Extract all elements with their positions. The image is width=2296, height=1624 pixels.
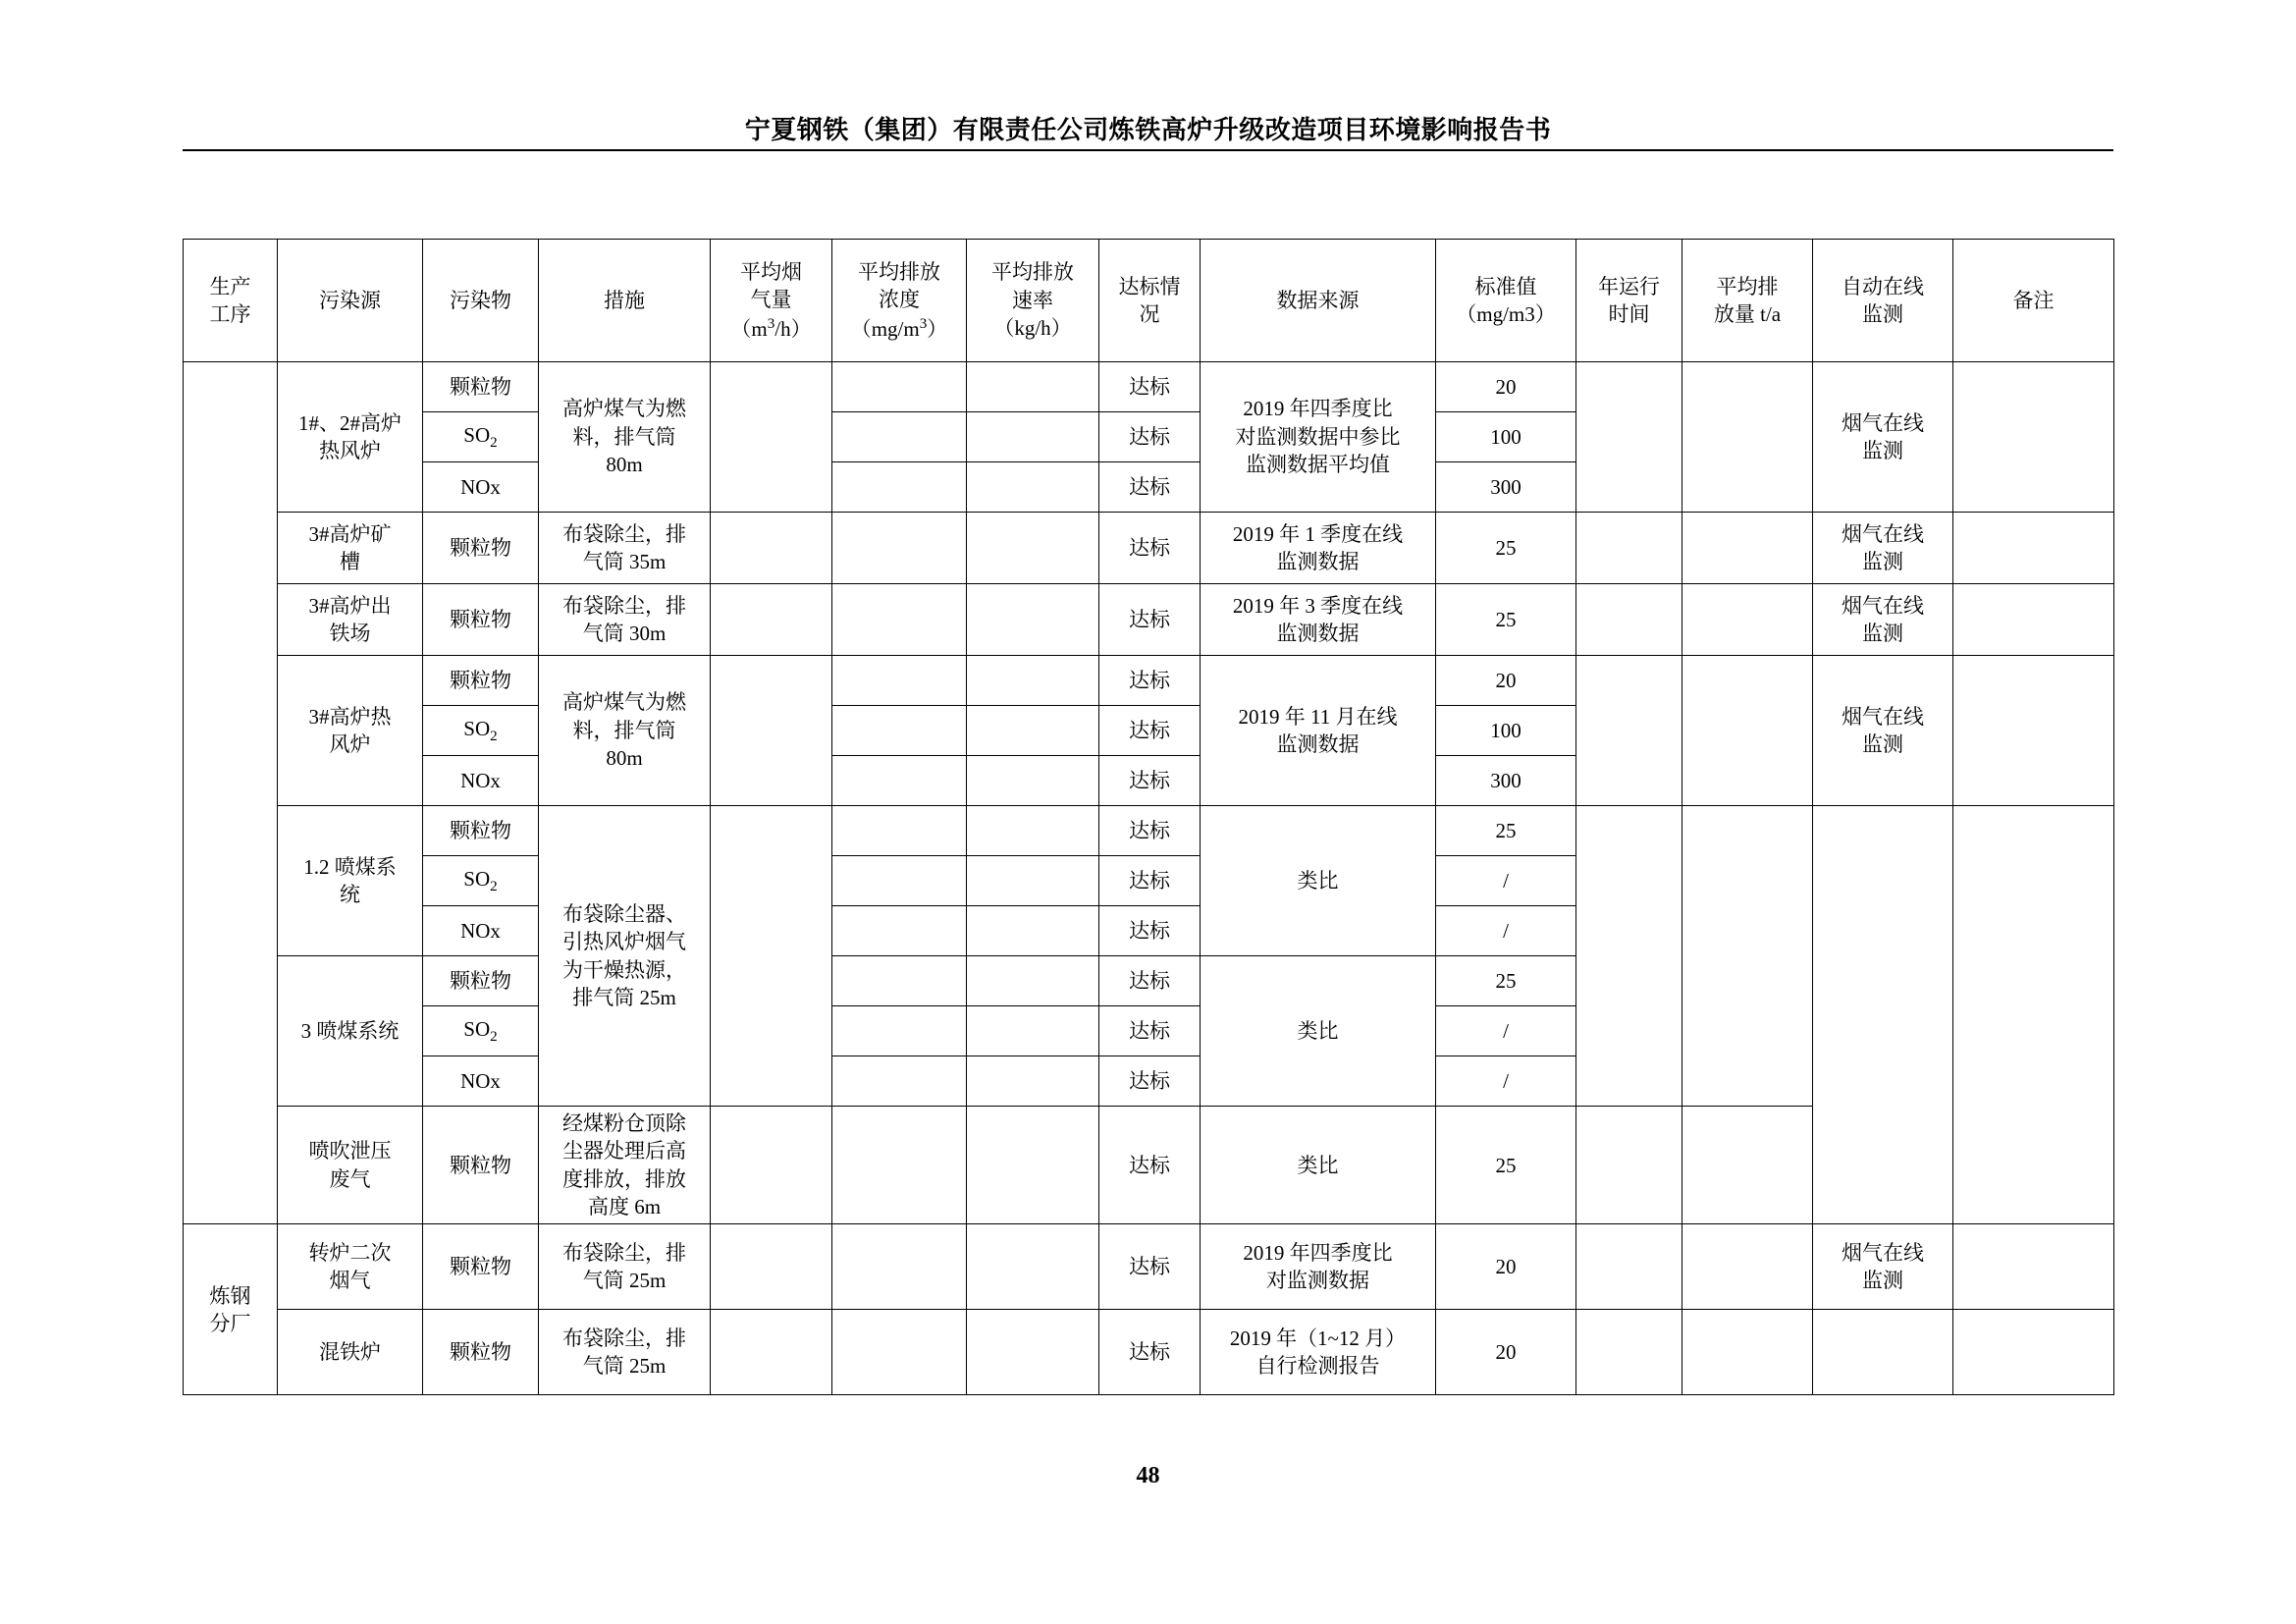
- th-data-source: 数据来源: [1201, 240, 1436, 362]
- th-standard-line2: （mg/m3）: [1456, 302, 1556, 326]
- avg-rate-cell: [967, 513, 1099, 584]
- measure-cell: [539, 1107, 711, 1224]
- standard-cell: 20: [1436, 656, 1576, 706]
- remark-cell: [1953, 362, 2114, 513]
- avg-rate-cell: [967, 656, 1099, 706]
- pollutant-cell: $SO_2$: [423, 1006, 539, 1056]
- remark-cell: [1953, 584, 2114, 656]
- th-standard-line1: 标准值: [1474, 274, 1537, 298]
- source-cell: [278, 584, 423, 656]
- online-cell: [1813, 1310, 1953, 1395]
- avg-conc-cell: [832, 1224, 967, 1310]
- online-line2: 监测: [1862, 732, 1903, 756]
- th-avg-gas-unit: $(m^3/h)$: [730, 315, 812, 341]
- avg-rate-cell: [967, 462, 1099, 513]
- th-source: 污染源: [278, 240, 423, 362]
- standard-cell: 25: [1436, 806, 1576, 856]
- avg-rate-cell: [967, 362, 1099, 412]
- online-line1: 烟气在线: [1842, 1241, 1924, 1266]
- data-source-cell: [1201, 584, 1436, 656]
- standard-cell: /: [1436, 906, 1576, 956]
- source-cell: [278, 656, 423, 806]
- th-runtime-line1: 年运行: [1598, 274, 1660, 298]
- page-number: 48: [1136, 1463, 1160, 1489]
- standard-cell: 100: [1436, 706, 1576, 756]
- source-line2: 统: [340, 883, 360, 906]
- source-line1: 3#高炉热: [308, 704, 392, 729]
- standard-cell: 20: [1436, 1224, 1576, 1310]
- runtime-cell: [1576, 1310, 1682, 1395]
- emission-cell: [1682, 1107, 1813, 1224]
- avg-rate-cell: [967, 412, 1099, 462]
- compliance-cell: 达标: [1099, 584, 1201, 656]
- source-line2: 废气: [329, 1166, 371, 1191]
- pollutant-cell: NOx: [423, 462, 539, 513]
- avg-conc-cell: [832, 584, 967, 656]
- data-source-line2: 对监测数据: [1266, 1269, 1369, 1293]
- th-emission-line1: 平均排: [1716, 274, 1779, 298]
- th-process-line2: 工序: [209, 302, 251, 326]
- measure-line1: 布袋除尘，排: [562, 1241, 686, 1266]
- measure-line3: 80m: [606, 453, 643, 477]
- table-row: [184, 1310, 2114, 1395]
- source-cell: [278, 1224, 423, 1310]
- th-process: [184, 240, 278, 362]
- th-online-line2: 监测: [1862, 302, 1903, 326]
- avg-rate-cell: [967, 956, 1099, 1006]
- pollutant-cell: $SO_2$: [423, 706, 539, 756]
- remark-cell: [1953, 806, 2114, 1224]
- avg-conc-cell: [832, 1310, 967, 1395]
- pollutant-cell: NOx: [423, 906, 539, 956]
- th-online: [1813, 240, 1953, 362]
- compliance-cell: 达标: [1099, 1006, 1201, 1056]
- avg-gas-cell: [711, 513, 832, 584]
- compliance-cell: 达标: [1099, 462, 1201, 513]
- measure-line2: 引热风炉烟气: [562, 930, 686, 954]
- avg-conc-cell: [832, 1107, 967, 1224]
- pollutant-cell: 颗粒物: [423, 1107, 539, 1224]
- th-avg-gas-line2: 气量: [750, 288, 792, 312]
- pollutant-cell: 颗粒物: [423, 1310, 539, 1395]
- runtime-cell: [1576, 513, 1682, 584]
- avg-rate-cell: [967, 856, 1099, 906]
- pollutant-cell: 颗粒物: [423, 656, 539, 706]
- measure-line1: 布袋除尘，排: [562, 1326, 686, 1351]
- source-line1: 1#、2#高炉: [298, 410, 401, 435]
- avg-conc-cell: [832, 906, 967, 956]
- emission-cell: [1682, 362, 1813, 513]
- measure-line1: 布袋除尘器、: [562, 901, 686, 926]
- remark-cell: [1953, 1224, 2114, 1310]
- th-avg-rate-line1: 平均排放: [991, 260, 1074, 285]
- data-source-line1: 2019 年 3 季度在线: [1232, 593, 1404, 618]
- avg-conc-cell: [832, 1006, 967, 1056]
- th-measure: 措施: [539, 240, 711, 362]
- data-source-line2: 监测数据: [1276, 550, 1360, 573]
- avg-conc-cell: [832, 513, 967, 584]
- data-source-line2: 对监测数据中参比: [1235, 424, 1401, 449]
- measure-line1: 布袋除尘，排: [562, 593, 686, 618]
- measure-line1: 高炉煤气为燃: [562, 397, 686, 421]
- compliance-cell: 达标: [1099, 806, 1201, 856]
- th-avg-conc-line2: 浓度: [879, 288, 920, 312]
- data-source-cell: 类比: [1201, 1107, 1436, 1224]
- data-source-line2: 监测数据: [1276, 622, 1360, 645]
- avg-conc-cell: [832, 656, 967, 706]
- standard-cell: 25: [1436, 956, 1576, 1006]
- measure-cell: [539, 656, 711, 806]
- pollutant-cell: NOx: [423, 756, 539, 806]
- th-avg-conc-line1: 平均排放: [858, 259, 940, 284]
- th-process-line1: 生产: [209, 274, 251, 298]
- data-source-line3: 监测数据平均值: [1246, 453, 1390, 477]
- table-row: [184, 513, 2114, 584]
- header-divider: [183, 149, 2113, 151]
- th-avg-conc: [832, 240, 967, 362]
- pollutant-cell: 颗粒物: [423, 806, 539, 856]
- avg-conc-cell: [832, 806, 967, 856]
- source-cell: [278, 362, 423, 513]
- emission-table-container: [183, 239, 2113, 1395]
- measure-line2: 气筒 25m: [582, 1269, 667, 1293]
- emission-cell: [1682, 584, 1813, 656]
- online-cell: [1813, 584, 1953, 656]
- avg-gas-cell: [711, 656, 832, 806]
- data-source-cell: [1201, 656, 1436, 806]
- avg-gas-cell: [711, 1107, 832, 1224]
- avg-conc-cell: [832, 1056, 967, 1107]
- measure-line1: 布袋除尘，排: [562, 521, 686, 546]
- th-avg-rate-unit: （kg/h）: [993, 316, 1072, 341]
- process-line1: 炼钢: [209, 1283, 251, 1308]
- standard-cell: /: [1436, 1056, 1576, 1107]
- measure-line2: 气筒 35m: [582, 550, 667, 573]
- remark-cell: [1953, 513, 2114, 584]
- runtime-cell: [1576, 1107, 1682, 1224]
- measure-line3: 80m: [606, 746, 643, 771]
- compliance-cell: 达标: [1099, 412, 1201, 462]
- pollutant-cell: 颗粒物: [423, 362, 539, 412]
- data-source-line1: 2019 年（1~12 月）: [1229, 1326, 1407, 1351]
- runtime-cell: [1576, 656, 1682, 806]
- avg-gas-cell: [711, 584, 832, 656]
- compliance-cell: 达标: [1099, 1224, 1201, 1310]
- th-compliance-line1: 达标情: [1118, 274, 1181, 298]
- avg-conc-cell: [832, 756, 967, 806]
- page-header-title: 宁夏钢铁（集团）有限责任公司炼铁高炉升级改造项目环境影响报告书: [744, 116, 1552, 144]
- online-line2: 监测: [1862, 622, 1903, 645]
- measure-line2: 尘器处理后高: [562, 1139, 686, 1164]
- table-row: [184, 584, 2114, 656]
- source-line1: 喷吹泄压: [308, 1139, 392, 1164]
- remark-cell: [1953, 1310, 2114, 1395]
- avg-conc-cell: [832, 462, 967, 513]
- avg-rate-cell: [967, 906, 1099, 956]
- avg-conc-cell: [832, 412, 967, 462]
- online-cell: [1813, 1224, 1953, 1310]
- compliance-cell: 达标: [1099, 513, 1201, 584]
- online-line2: 监测: [1862, 1269, 1903, 1293]
- standard-cell: 20: [1436, 362, 1576, 412]
- source-line1: 转炉二次: [308, 1241, 392, 1266]
- standard-cell: 100: [1436, 412, 1576, 462]
- runtime-cell: [1576, 1224, 1682, 1310]
- pollutant-cell: $SO_2$: [423, 412, 539, 462]
- measure-cell: [539, 1224, 711, 1310]
- avg-rate-cell: [967, 806, 1099, 856]
- th-avg-conc-unit: $(mg/m^3)$: [850, 315, 948, 341]
- emission-cell: [1682, 806, 1813, 1107]
- source-cell: [278, 513, 423, 584]
- online-line1: 烟气在线: [1842, 410, 1924, 435]
- source-line1: 1.2 喷煤系: [303, 854, 397, 879]
- source-cell: [278, 806, 423, 956]
- data-source-cell: [1201, 362, 1436, 513]
- table-row: [184, 656, 2114, 706]
- avg-rate-cell: [967, 1107, 1099, 1224]
- standard-cell: 25: [1436, 584, 1576, 656]
- measure-line2: 料，排气筒: [572, 424, 676, 449]
- source-line2: 铁场: [329, 622, 371, 645]
- standard-cell: 300: [1436, 462, 1576, 513]
- emission-table: [183, 239, 2114, 1395]
- data-source-cell: [1201, 1224, 1436, 1310]
- avg-rate-cell: [967, 584, 1099, 656]
- emission-cell: [1682, 1310, 1813, 1395]
- data-source-line2: 自行检测报告: [1255, 1354, 1380, 1379]
- source-line2: 风炉: [329, 732, 371, 756]
- standard-cell: /: [1436, 856, 1576, 906]
- compliance-cell: 达标: [1099, 1056, 1201, 1107]
- standard-cell: 25: [1436, 1107, 1576, 1224]
- data-source-line1: 2019 年四季度比: [1243, 397, 1393, 421]
- standard-cell: 20: [1436, 1310, 1576, 1395]
- avg-rate-cell: [967, 1056, 1099, 1107]
- avg-conc-cell: [832, 362, 967, 412]
- measure-line3: 为干燥热源，: [562, 957, 686, 982]
- online-line2: 监测: [1862, 439, 1903, 462]
- online-cell: [1813, 806, 1953, 1224]
- compliance-cell: 达标: [1099, 756, 1201, 806]
- online-line1: 烟气在线: [1842, 593, 1924, 618]
- avg-gas-cell: [711, 1224, 832, 1310]
- measure-cell: [539, 584, 711, 656]
- avg-rate-cell: [967, 756, 1099, 806]
- pollutant-cell: $SO_2$: [423, 856, 539, 906]
- measure-line4: 排气筒 25m: [572, 985, 676, 1009]
- runtime-cell: [1576, 806, 1682, 1107]
- pollutant-cell: 颗粒物: [423, 513, 539, 584]
- measure-cell: [539, 1310, 711, 1395]
- data-source-cell: [1201, 1310, 1436, 1395]
- data-source-line1: 2019 年 11 月在线: [1238, 704, 1398, 729]
- table-row: [184, 806, 2114, 856]
- data-source-line2: 监测数据: [1276, 732, 1360, 756]
- data-source-cell: [1201, 513, 1436, 584]
- measure-line3: 度排放，排放: [562, 1166, 686, 1191]
- compliance-cell: 达标: [1099, 656, 1201, 706]
- pollutant-cell: 颗粒物: [423, 1224, 539, 1310]
- emission-cell: [1682, 656, 1813, 806]
- th-runtime: [1576, 240, 1682, 362]
- standard-cell: /: [1436, 1006, 1576, 1056]
- th-avg-gas: [711, 240, 832, 362]
- data-source-line1: 2019 年四季度比: [1243, 1241, 1393, 1266]
- th-runtime-line2: 时间: [1608, 302, 1650, 326]
- compliance-cell: 达标: [1099, 856, 1201, 906]
- th-compliance-line2: 况: [1139, 302, 1160, 326]
- online-line2: 监测: [1862, 550, 1903, 573]
- process-line2: 分厂: [209, 1311, 251, 1335]
- measure-line1: 经煤粉仓顶除: [562, 1111, 686, 1135]
- avg-gas-cell: [711, 806, 832, 1107]
- online-line1: 烟气在线: [1842, 704, 1924, 729]
- th-pollutant: 污染物: [423, 240, 539, 362]
- process-cell-group2: [184, 1224, 278, 1395]
- th-online-line1: 自动在线: [1842, 274, 1924, 298]
- th-compliance: [1099, 240, 1201, 362]
- source-line1: 3#高炉矿: [308, 521, 392, 546]
- measure-line2: 气筒 30m: [582, 622, 667, 645]
- standard-cell: 25: [1436, 513, 1576, 584]
- th-avg-rate-line2: 速率: [1012, 288, 1053, 312]
- pollutant-cell: NOx: [423, 1056, 539, 1107]
- compliance-cell: 达标: [1099, 956, 1201, 1006]
- measure-cell: [539, 362, 711, 513]
- table-row: [184, 1224, 2114, 1310]
- online-line1: 烟气在线: [1842, 521, 1924, 546]
- runtime-cell: [1576, 584, 1682, 656]
- emission-cell: [1682, 513, 1813, 584]
- source-line2: 槽: [340, 550, 360, 573]
- data-source-line1: 2019 年 1 季度在线: [1232, 521, 1404, 546]
- th-remark: 备注: [1953, 240, 2114, 362]
- table-row: [184, 362, 2114, 412]
- measure-cell: [539, 806, 711, 1107]
- compliance-cell: 达标: [1099, 1107, 1201, 1224]
- table-header-row: [184, 240, 2114, 362]
- source-cell: [278, 1107, 423, 1224]
- avg-gas-cell: [711, 1310, 832, 1395]
- measure-line2: 料，排气筒: [572, 718, 676, 742]
- th-standard: [1436, 240, 1576, 362]
- measure-line2: 气筒 25m: [582, 1354, 667, 1379]
- th-emission: [1682, 240, 1813, 362]
- compliance-cell: 达标: [1099, 1310, 1201, 1395]
- emission-cell: [1682, 1224, 1813, 1310]
- online-cell: [1813, 656, 1953, 806]
- pollutant-cell: 颗粒物: [423, 584, 539, 656]
- source-line2: 烟气: [329, 1269, 371, 1293]
- standard-cell: 300: [1436, 756, 1576, 806]
- measure-line1: 高炉煤气为燃: [562, 690, 686, 715]
- th-avg-rate: [967, 240, 1099, 362]
- avg-rate-cell: [967, 1310, 1099, 1395]
- th-avg-gas-line1: 平均烟: [740, 259, 802, 284]
- measure-cell: [539, 513, 711, 584]
- source-cell: 3 喷煤系统: [278, 956, 423, 1107]
- pollutant-cell: 颗粒物: [423, 956, 539, 1006]
- online-cell: [1813, 513, 1953, 584]
- data-source-cell: 类比: [1201, 806, 1436, 956]
- th-emission-line2: 放量 t/a: [1713, 302, 1782, 326]
- process-cell-group1: [184, 362, 278, 1224]
- source-line1: 3#高炉出: [308, 593, 392, 618]
- runtime-cell: [1576, 362, 1682, 513]
- compliance-cell: 达标: [1099, 906, 1201, 956]
- online-cell: [1813, 362, 1953, 513]
- avg-conc-cell: [832, 956, 967, 1006]
- avg-rate-cell: [967, 1006, 1099, 1056]
- measure-line4: 高度 6m: [587, 1195, 662, 1219]
- source-line2: 热风炉: [319, 439, 381, 462]
- avg-conc-cell: [832, 706, 967, 756]
- avg-rate-cell: [967, 706, 1099, 756]
- source-cell: 混铁炉: [278, 1310, 423, 1395]
- avg-conc-cell: [832, 856, 967, 906]
- avg-rate-cell: [967, 1224, 1099, 1310]
- avg-gas-cell: [711, 362, 832, 513]
- compliance-cell: 达标: [1099, 706, 1201, 756]
- compliance-cell: 达标: [1099, 362, 1201, 412]
- data-source-cell: 类比: [1201, 956, 1436, 1107]
- remark-cell: [1953, 656, 2114, 806]
